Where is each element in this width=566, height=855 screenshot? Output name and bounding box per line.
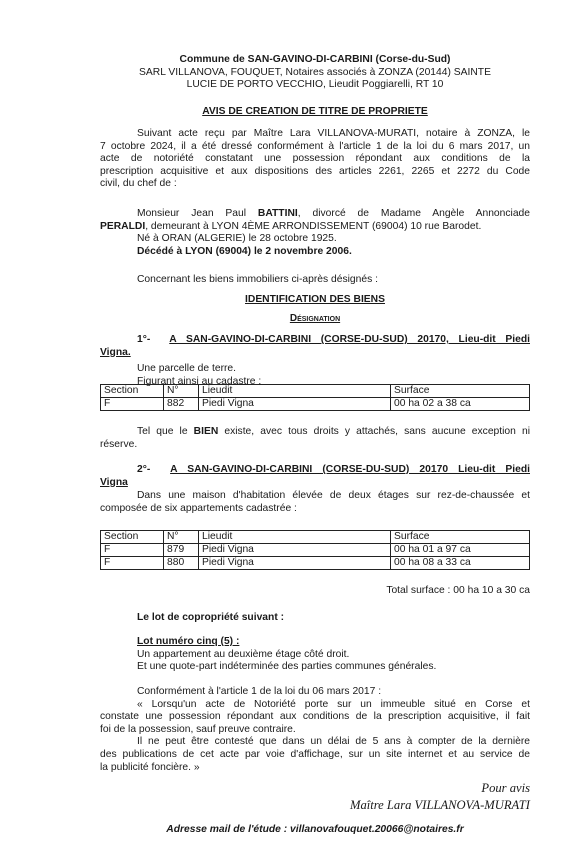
bien-2-desc-line-2: composée de six appartements cadastrée :: [100, 502, 297, 514]
footer-email: Adresse mail de l'étude : villanovafouquet.20066@notaires.fr: [166, 824, 464, 835]
designation-heading-wrap: [100, 313, 530, 324]
table-cell: F: [101, 398, 164, 411]
concernant-line: Concernant les biens immobiliers ci-après désignés :: [137, 274, 378, 285]
designation-heading: Désignation: [289, 313, 341, 324]
conformement-block: [100, 686, 530, 774]
birth-line: Né à ORAN (ALGERIE) le 28 octobre 1925.: [137, 233, 337, 245]
quote-line: constate une possession répondant aux conditions de la prescription acquisitive, il fait: [100, 711, 530, 723]
person-line-2: [100, 221, 530, 234]
table-row: [101, 557, 530, 570]
signature-block: [100, 780, 530, 814]
person-text: Monsieur Jean Paul: [137, 208, 258, 219]
bien-1: [100, 334, 530, 388]
lot-title: Lot numéro cinq (5) :: [137, 636, 240, 647]
lot-intro-wrap: [100, 612, 530, 625]
tel-que-line-2: réserve.: [100, 438, 138, 450]
table-header-cell: Surface: [391, 531, 530, 544]
intro-line: civil, du chef de :: [100, 178, 177, 190]
table-cell: 00 ha 08 a 33 ca: [391, 557, 530, 570]
table-header-row: [101, 385, 530, 398]
table-row: [101, 544, 530, 557]
table-header-row: [101, 531, 530, 544]
bien-2-title-line-2: [100, 477, 530, 490]
contest-line: la publicité foncière. »: [100, 761, 200, 773]
total-surface: Total surface : 00 ha 10 a 30 ca: [386, 585, 530, 596]
table-cell: 879: [164, 544, 199, 557]
intro-paragraph: [100, 128, 530, 191]
table-cell: 00 ha 02 a 38 ca: [391, 398, 530, 411]
table-header-cell: Surface: [391, 385, 530, 398]
bien-2-desc: [100, 490, 530, 515]
table-header-cell: Section: [101, 531, 164, 544]
intro-line: 7 octobre 2024, il a été dressé conformément à l'article 1 de la loi du 6 mars 2017, un: [100, 140, 530, 152]
table-cell: Piedi Vigna: [199, 557, 391, 570]
table-cell: 00 ha 01 a 97 ca: [391, 544, 530, 557]
identification-heading-wrap: [100, 294, 530, 305]
table-cell: Piedi Vigna: [199, 398, 391, 411]
commune-title: Commune de SAN-GAVINO-DI-CARBINI (Corse-du-Sud): [179, 54, 451, 65]
quote-line: foi de la possession, sauf preuve contraire.: [100, 723, 296, 735]
sarl-line-2: LUCIE DE PORTO VECCHIO, Lieudit Poggiarelli, RT 10: [186, 79, 444, 91]
person-text: , demeurant à LYON 4ÈME ARRONDISSEMENT (69004) 10 rue Barodet.: [145, 220, 482, 232]
document-title: AVIS DE CREATION DE TITRE DE PROPRIETE: [202, 106, 428, 117]
document-title-wrap: [100, 106, 530, 117]
bien-1-cadastre-label: Figurant ainsi au cadastre :: [137, 375, 262, 387]
table-cell: Piedi Vigna: [199, 544, 391, 557]
person-text: , divorcé de Madame Angèle Annonciade: [297, 208, 530, 219]
sarl-line-1: SARL VILLANOVA, FOUQUET, Notaires associés à ZONZA (20144) SAINTE: [139, 66, 491, 78]
bien-1-number: 1°-: [137, 334, 151, 345]
tel-que-line-1: [100, 426, 530, 439]
bien-1-desc: Une parcelle de terre.: [137, 363, 237, 375]
table-row: [101, 398, 530, 411]
bien-1-title-line-2: Vigna.: [100, 346, 131, 358]
table-header-cell: Lieudit: [199, 385, 391, 398]
cadastre-table-2: [100, 530, 530, 570]
person-line-1: [100, 208, 530, 221]
table-cell: F: [101, 544, 164, 557]
tel-que-text: Tel que le: [137, 426, 194, 437]
signature-line-2: Maître Lara VILLANOVA-MURATI: [349, 798, 530, 812]
lot-line-2: Et une quote-part indéterminée des parties communes générales.: [137, 661, 437, 673]
table-header-cell: Lieudit: [199, 531, 391, 544]
contest-line: Il ne peut être contesté que dans un délai de 5 ans à compter de la dernière: [137, 736, 530, 748]
lot-intro: Le lot de copropriété suivant :: [137, 612, 285, 623]
cadastre-table-1: [100, 384, 530, 411]
bien-1-title: A SAN-GAVINO-DI-CARBINI (CORSE-DU-SUD) 20170, Lieu-dit Piedi: [169, 334, 530, 345]
table-header-cell: N°: [164, 531, 199, 544]
lot-line-1: Un appartement au deuxième étage côté droit.: [137, 648, 350, 660]
total-surface-wrap: [100, 585, 530, 598]
identification-heading: IDENTIFICATION DES BIENS: [245, 294, 385, 305]
concernant-block: [100, 274, 530, 287]
signature-line-1: Pour avis: [481, 781, 530, 795]
intro-line: Suivant acte reçu par Maître Lara VILLANOVA-MURATI, notaire à ZONZA, le: [137, 128, 530, 139]
table-header-cell: Section: [101, 385, 164, 398]
conformement-line: Conformément à l'article 1 de la loi du 06 mars 2017 :: [137, 686, 382, 697]
table-header-cell: N°: [164, 385, 199, 398]
intro-line: acte de notoriété constatant une possession répondant aux conditions de la: [100, 153, 530, 165]
lot-block: [137, 636, 530, 674]
death-line: Décédé à LYON (69004) le 2 novembre 2006.: [137, 245, 352, 257]
table-cell: F: [101, 557, 164, 570]
bien-2-desc-line-1: Dans une maison d'habitation élevée de deux étages sur rez-de-chaussée et: [137, 490, 530, 501]
cadastre-table-2-wrap: [100, 530, 530, 570]
quote-line: « Lorsqu'un acte de Notoriété porte sur un immeuble situé en Corse et: [137, 698, 530, 710]
person-block: [100, 208, 530, 258]
contest-line: des publications de cet acte par voie d'affichage, sur un site internet et au service de: [100, 748, 530, 760]
spouse-surname: PERALDI: [100, 220, 146, 232]
tel-que-bien: BIEN: [193, 426, 219, 437]
bien-2-title: A SAN-GAVINO-DI-CARBINI (CORSE-DU-SUD) 20170 Lieu-dit Piedi: [170, 464, 530, 475]
bien-1-title-line-1: [100, 334, 530, 347]
tel-que-text: existe, avec tous droits y attachés, sans aucune exception ni: [218, 426, 530, 437]
table-cell: 880: [164, 557, 199, 570]
person-surname: BATTINI: [257, 208, 298, 219]
footer: [100, 824, 530, 837]
bien-2: [100, 464, 530, 489]
bien-2-title-end: Vigna: [100, 476, 128, 488]
intro-line: prescription acquisitive et aux dispositions des articles 2261, 2265 et 2272 du Code: [100, 165, 530, 177]
bien-2-number: 2°-: [137, 464, 151, 475]
cadastre-table-1-wrap: [100, 384, 530, 411]
table-cell: 882: [164, 398, 199, 411]
bien-2-title-line-1: [100, 464, 530, 477]
header: [100, 54, 530, 92]
tel-que-paragraph: [100, 426, 530, 451]
